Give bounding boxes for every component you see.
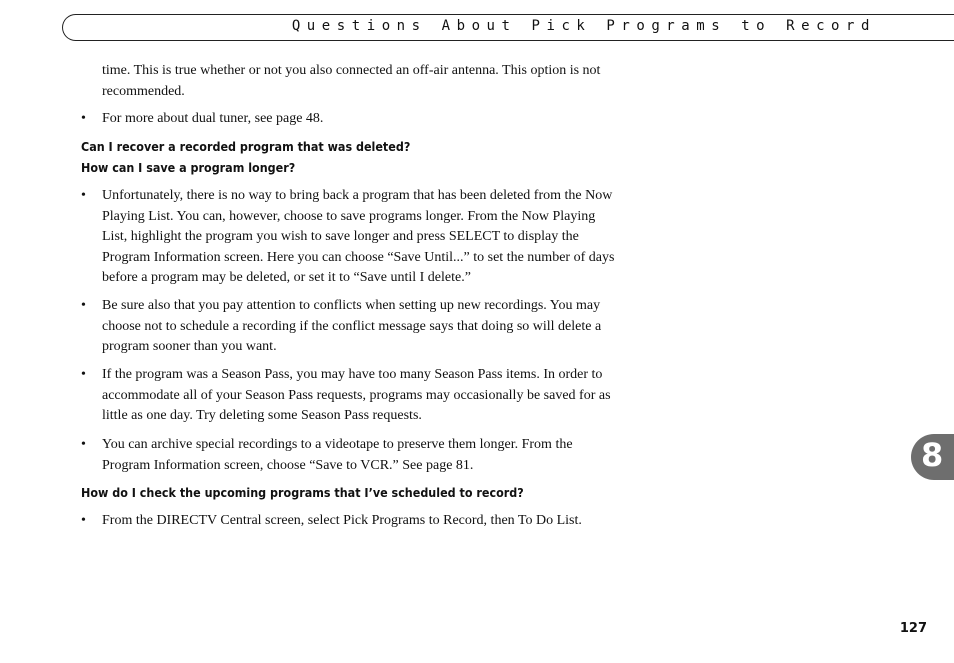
- running-header-title: Questions About Pick Programs to Record: [291, 18, 876, 34]
- bullet-marker: •: [81, 367, 86, 382]
- list-item-text: Be sure also that you pay attention to conflicts when setting up new recordings. You may choose not to schedule a recording if the conflict message says that doing so will delete a program sooner than you want.: [102, 298, 602, 355]
- page-number: 127: [899, 621, 927, 636]
- question-heading: How do I check the upcoming programs that I’ve scheduled to record?: [81, 486, 524, 500]
- list-item-text: From the DIRECTV Central screen, select Pick Programs to Record, then To Do List.: [102, 513, 582, 528]
- list-item-text: You can archive special recordings to a videotape to preserve them longer. From the Program Information screen, choose “Save to VCR.” See page 81.: [102, 437, 573, 473]
- bullet-marker: •: [81, 437, 86, 452]
- bullet-marker: •: [81, 298, 86, 313]
- list-item-text: If the program was a Season Pass, you may have too many Season Pass items. In order to accommodate all of your Season Pass requests, programs may occasionally be saved for as little as one day. Try deleting some Season Pass requests.: [102, 367, 611, 424]
- question-heading: How can I save a program longer?: [81, 161, 296, 175]
- chapter-number: 8: [921, 436, 944, 474]
- list-item-text: Unfortunately, there is no way to bring back a program that has been deleted from the Now Playing List. You can, however, choose to save programs longer. From the Now Playing List, highlight the program you wish to save longer and press SELECT to display the Program Information screen. Here you can choose “Save Until...” to set the number of days before a program may be deleted, or set it to “Save until I delete.”: [102, 188, 615, 286]
- bullet-marker: •: [81, 188, 86, 203]
- question-heading: Can I recover a recorded program that was deleted?: [81, 140, 411, 154]
- bullet-marker: •: [81, 111, 86, 126]
- continued-paragraph: time. This is true whether or not you also connected an off-air antenna. This option is not recommended.: [102, 63, 601, 99]
- list-item-text: For more about dual tuner, see page 48.: [102, 111, 324, 126]
- bullet-marker: •: [81, 513, 86, 528]
